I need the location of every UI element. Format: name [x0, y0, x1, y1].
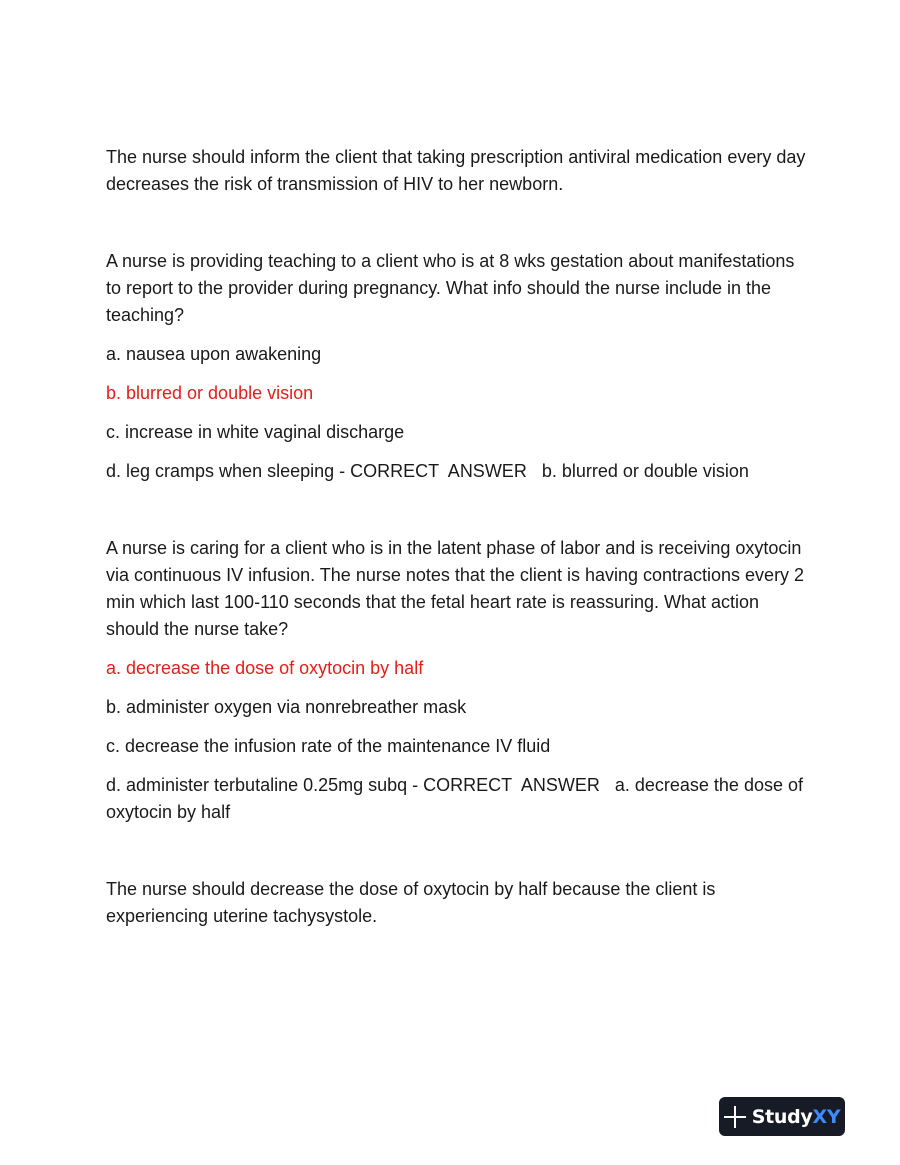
logo-text-main: Study	[751, 1105, 813, 1128]
logo-text	[752, 1106, 841, 1128]
studyxy-logo	[719, 1097, 845, 1136]
q2-option-c: c. decrease the infusion rate of the maintenance IV fluid	[106, 736, 551, 756]
q2-option-b: b. administer oxygen via nonrebreather mask	[106, 697, 467, 717]
intro-rationale: The nurse should inform the client that taking prescription antiviral medication every day decreases the risk of transmission of HIV to her newborn.	[106, 147, 806, 194]
q1-option-b-highlighted: b. blurred or double vision	[106, 383, 314, 403]
q1-option-c: c. increase in white vaginal discharge	[106, 422, 405, 442]
q2-option-d-answer: d. administer terbutaline 0.25mg subq - CORRECT ANSWER a. decrease the dose of oxytocin by half	[106, 775, 809, 822]
q1-option-d-answer: d. leg cramps when sleeping - CORRECT ANSWER b. blurred or double vision	[106, 461, 749, 481]
q2-option-a-highlighted: a. decrease the dose of oxytocin by half	[106, 658, 424, 678]
question-2-stem: A nurse is caring for a client who is in the latent phase of labor and is receiving oxytocin via continuous IV infusion. The nurse notes that the client is having contractions every 2 min which last 100-110 seconds that the fetal heart rate is reassuring. What action should the nurse take?	[106, 538, 805, 639]
plus-icon	[724, 1106, 746, 1128]
logo-text-accent: XY	[812, 1105, 841, 1128]
document-page	[106, 144, 809, 930]
question-2-rationale: The nurse should decrease the dose of oxytocin by half because the client is experiencing uterine tachysystole.	[106, 879, 716, 926]
question-1-stem: A nurse is providing teaching to a client who is at 8 wks gestation about manifestations to report to the provider during pregnancy. What info should the nurse include in the teaching?	[106, 251, 795, 325]
q1-option-a: a. nausea upon awakening	[106, 344, 322, 364]
